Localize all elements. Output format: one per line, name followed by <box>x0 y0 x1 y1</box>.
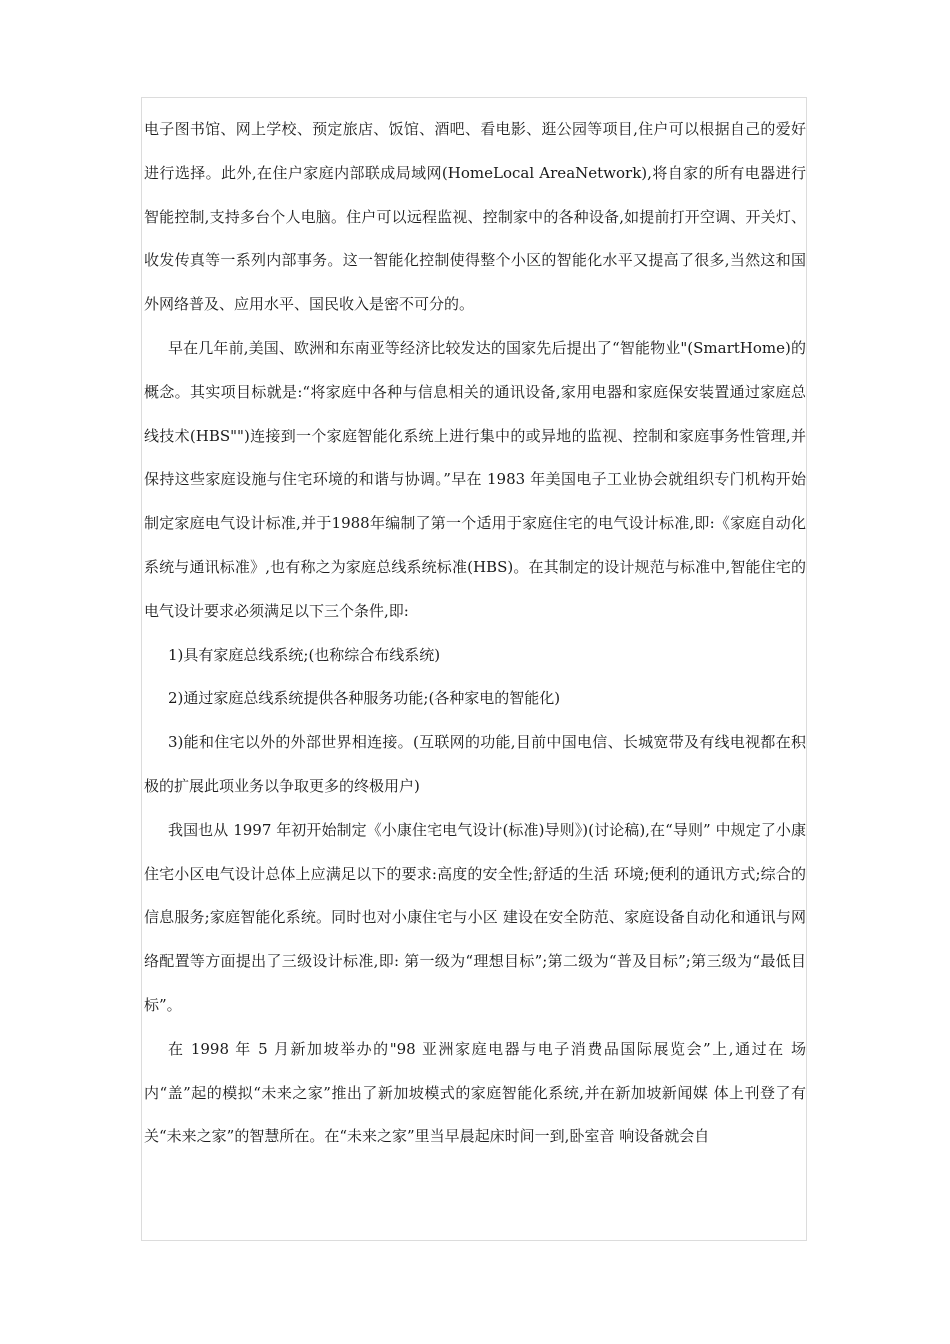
paragraph: 电子图书馆、网上学校、预定旅店、饭馆、酒吧、看电影、逛公园等项目,住户可以根据自己的爱好进行选择。此外,在住户家庭内部联成局域网(HomeLocal AreaNetwork),将自家的所有电器进行智能控制,支持多台个人电脑。住户可以远程监视、控制家中的各种设备,如提前打开空调、开关灯、收发传真等一系列内部事务。这一智能化控制使得整个小区的智能化水平又提高了很多,当然这和国外网络普及、应用水平、国民收入是密不可分的。 <box>144 120 806 314</box>
list-item: 3)能和住宅以外的外部世界相连接。(互联网的功能,目前中国电信、长城宽带及有线电视都在积极的扩展此项业务以争取更多的终极用户) <box>144 733 806 795</box>
paragraph: 我国也从 1997 年初开始制定《小康住宅电气设计(标准)导则》)(讨论稿),在“导则” 中规定了小康住宅小区电气设计总体上应满足以下的要求:高度的安全性;舒适的生活 环境;便利的通讯方式;综合的信息服务;家庭智能化系统。同时也对小康住宅与小区 建设在安全防范、家庭设备自动化和通讯与网络配置等方面提出了三级设计标准,即: 第一级为“理想目标”;第二级为“普及目标”;第三级为“最低目标”。 <box>144 820 806 1014</box>
paragraph: 在 1998 年 5 月新加坡举办的"98 亚洲家庭电器与电子消费品国际展览会”上,通过在 场内“盖”起的模拟“未来之家”推出了新加坡模式的家庭智能化系统,并在新加坡新闻媒 体上刊登了有关“未来之家”的智慧所在。在“未来之家”里当早晨起床时间一到,卧室音 响设备就会自 <box>144 1039 806 1146</box>
list-item: 2)通过家庭总线系统提供各种服务功能;(各种家电的智能化) <box>168 689 561 708</box>
list-item: 1)具有家庭总线系统;(也称综合布线系统) <box>168 645 441 664</box>
document-body <box>142 108 807 1159</box>
page-frame <box>141 97 807 1241</box>
paragraph: 早在几年前,美国、欧洲和东南亚等经济比较发达的国家先后提出了“智能物业"(SmartHome)的概念。其实项目标就是:“将家庭中各种与信息相关的通讯设备,家用电器和家庭保安装置通过家庭总线技术(HBS"")连接到一个家庭智能化系统上进行集中的或异地的监视、控制和家庭事务性管理,并保持这些家庭设施与住宅环境的和谐与协调。”早在 1983 年美国电子工业协会就组织专门机构开始制定家庭电气设计标准,并于1988年编制了第一个适用于家庭住宅的电气设计标准,即:《家庭自动化系统与通讯标准》,也有称之为家庭总线系统标准(HBS)。在其制定的设计规范与标准中,智能住宅的电气设计要求必须满足以下三个条件,即: <box>144 338 806 620</box>
